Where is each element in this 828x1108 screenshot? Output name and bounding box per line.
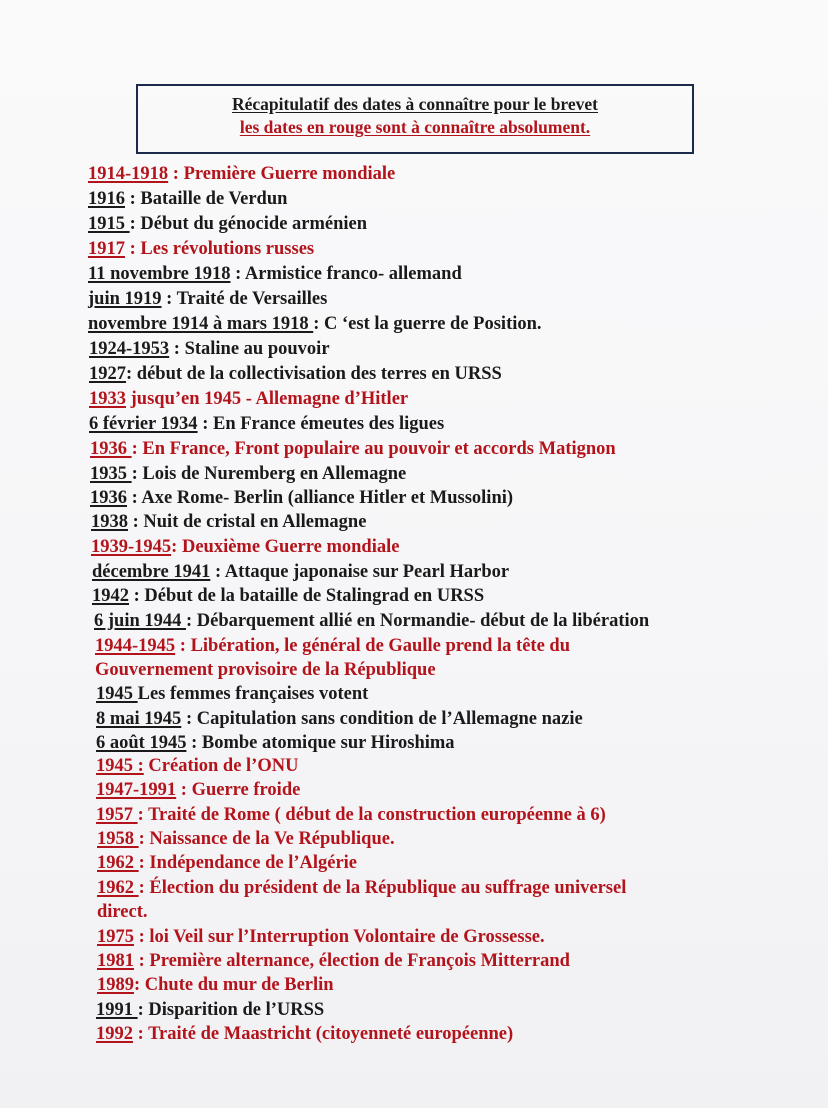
entry-date: 8 mai 1945 [96, 709, 182, 729]
entry-date: 1975 [97, 927, 134, 947]
list-item [96, 755, 298, 779]
entry-text: : Première alternance, élection de François Mitterrand [134, 951, 570, 971]
entry-date: 1915 [88, 214, 130, 234]
list-item [97, 974, 334, 998]
entry-text: : loi Veil sur l’Interruption Volontaire de Grossesse. [134, 927, 545, 947]
entry-text: : C ‘est la guerre de Position. [313, 314, 542, 334]
list-item [90, 463, 406, 487]
entry-date: 6 juin 1944 [94, 611, 187, 631]
list-item [92, 561, 509, 585]
title-box [136, 84, 694, 154]
entry-text: : En France, Front populaire au pouvoir et accords Matignon [131, 439, 616, 459]
entry-date: 1991 [96, 1000, 138, 1020]
list-item [88, 263, 462, 287]
entry-text: : En France émeutes des ligues [197, 414, 445, 434]
entry-date: 1927 [89, 364, 126, 384]
list-item [91, 536, 399, 560]
entry-text: : Bataille de Verdun [125, 189, 288, 209]
entry-date: décembre 1941 [92, 562, 211, 582]
entry-text: : Traité de Versailles [161, 289, 328, 309]
list-item [90, 438, 616, 462]
entry-text: : Guerre froide [176, 780, 301, 800]
entry-date: 1939-1945 [91, 537, 172, 557]
list-item [89, 388, 408, 412]
list-item [97, 926, 545, 950]
entry-text: : Disparition de l’URSS [137, 1000, 325, 1020]
entry-date: 1981 [97, 951, 134, 971]
page-subtitle: les dates en rouge sont à connaître absolument. [239, 117, 591, 137]
entry-text: : Chute du mur de Berlin [134, 975, 334, 995]
entry-date: 1992 [96, 1024, 133, 1044]
entry-date: 11 novembre 1918 [88, 264, 231, 284]
list-item [92, 585, 484, 609]
entry-text: : Élection du président de la République au suffrage universel [138, 878, 627, 898]
list-item [89, 363, 502, 387]
entry-text: : Début du génocide arménien [129, 214, 368, 234]
entry-date: 1914-1918 [88, 164, 169, 184]
list-item [91, 511, 366, 535]
entry-date: 1962 [97, 878, 139, 898]
entry-text: direct. [97, 902, 148, 922]
entry-text: : Attaque japonaise sur Pearl Harbor [210, 562, 510, 582]
entry-text: : Première Guerre mondiale [168, 164, 396, 184]
entry-text: : Traité de Rome ( début de la construction européenne à 6) [137, 805, 606, 825]
entry-text: jusqu’en 1945 - Allemagne d’Hitler [126, 389, 409, 409]
entry-date: novembre 1914 à mars 1918 [88, 314, 314, 334]
list-item [94, 610, 649, 634]
entry-date: 1936 [90, 488, 127, 508]
list-item [88, 188, 287, 212]
entry-date: 1935 [90, 464, 132, 484]
list-item [96, 1023, 513, 1047]
list-item [88, 238, 314, 262]
entry-text: : Nuit de cristal en Allemagne [128, 512, 367, 532]
entry-text: : Staline au pouvoir [169, 339, 330, 359]
list-item [97, 828, 395, 852]
entry-text: : Début de la bataille de Stalingrad en URSS [129, 586, 485, 606]
list-item [96, 683, 368, 707]
entry-date: 1945 [96, 684, 138, 704]
entry-text: : Libération, le général de Gaulle prend la tête du [175, 636, 570, 656]
list-item [97, 950, 570, 974]
entry-text: : Traité de Maastricht (citoyenneté européenne) [133, 1024, 514, 1044]
list-item [96, 779, 300, 803]
list-item [88, 213, 367, 237]
list-item [89, 338, 330, 362]
entry-text: : Bombe atomique sur Hiroshima [186, 733, 455, 753]
entry-text: : Axe Rome- Berlin (alliance Hitler et Mussolini) [127, 488, 514, 508]
entry-date: 1962 [97, 853, 139, 873]
entry-text: Création de l’ONU [143, 756, 299, 776]
entry-text: Les femmes françaises votent [137, 684, 369, 704]
list-item [97, 901, 148, 925]
entry-date: 1924-1953 [89, 339, 170, 359]
entry-text: Gouvernement provisoire de la République [95, 660, 436, 680]
page-title: Récapitulatif des dates à connaître pour le brevet [231, 94, 598, 114]
list-item [88, 313, 542, 337]
entry-date: 1916 [88, 189, 125, 209]
entry-text: : début de la collectivisation des terres en URSS [126, 364, 502, 384]
list-item [96, 708, 583, 732]
list-item [95, 659, 436, 683]
entry-text: : Deuxième Guerre mondiale [171, 537, 400, 557]
entry-date: 1936 [90, 439, 132, 459]
list-item [96, 804, 606, 828]
list-item [88, 163, 395, 187]
entry-date: 1947-1991 [96, 780, 177, 800]
entry-text: : Les révolutions russes [125, 239, 315, 259]
entry-text: : Armistice franco- allemand [230, 264, 462, 284]
entry-date: 1942 [92, 586, 129, 606]
entry-date: 1958 [97, 829, 139, 849]
entry-date: 1933 [89, 389, 126, 409]
entry-date: 1917 [88, 239, 125, 259]
entry-text: : Indépendance de l’Algérie [138, 853, 358, 873]
entry-date: 6 février 1934 [89, 414, 198, 434]
list-item [95, 635, 570, 659]
list-item [90, 487, 513, 511]
entry-text: : Naissance de la Ve République. [138, 829, 395, 849]
entry-date: 1989 [97, 975, 134, 995]
entry-text: : Lois de Nuremberg en Allemagne [131, 464, 407, 484]
list-item [96, 999, 324, 1023]
list-item [96, 732, 455, 756]
entry-date: 1957 [96, 805, 138, 825]
entry-text: : Capitulation sans condition de l’Allemagne nazie [181, 709, 583, 729]
entry-date: 1944-1945 [95, 636, 176, 656]
list-item [89, 413, 444, 437]
list-item [97, 877, 626, 901]
entry-text: : Débarquement allié en Normandie- début de la libération [186, 611, 650, 631]
list-item [88, 288, 327, 312]
entry-date: juin 1919 [88, 289, 162, 309]
entry-date: 1945 : [96, 756, 144, 776]
entry-date: 1938 [91, 512, 128, 532]
entry-date: 6 août 1945 [96, 733, 187, 753]
list-item [97, 852, 357, 876]
